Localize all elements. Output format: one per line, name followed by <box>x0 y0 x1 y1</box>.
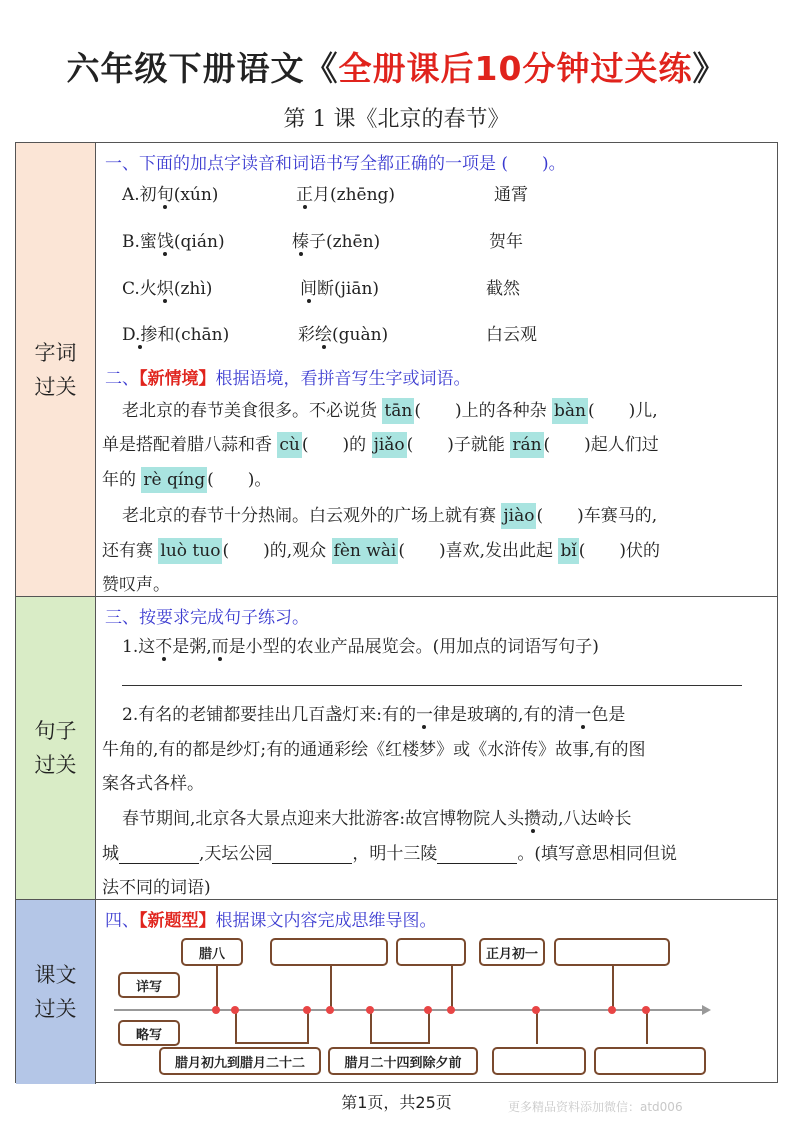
label-line1: 句子 <box>34 719 77 743</box>
option-d-word1: D.掺和(chān) <box>122 325 230 345</box>
timeline-dot <box>532 1006 540 1014</box>
sentence3-line3: 法不同的词语) <box>102 878 211 898</box>
sentence3-line1: 春节期间,北京各大景点迎来大批游客:故宫博物院人头攒动,八达岭长 <box>122 809 632 829</box>
option-a-word2: 正月(zhēng) <box>296 185 396 205</box>
sentence2-line1: 2.有名的老铺都要挂出几百盏灯来:有的一律是玻璃的,有的清一色是 <box>122 705 626 725</box>
box-laba: 腊八 <box>181 938 243 966</box>
label-line2: 过关 <box>34 753 77 777</box>
watermark: 更多精品资料添加微信：atd006 <box>508 1100 683 1114</box>
section-label-vocabulary <box>16 143 96 596</box>
fill-blank-2[interactable] <box>272 846 352 864</box>
option-b-word3: 贺年 <box>489 232 523 252</box>
answer-box-top-1[interactable] <box>270 938 388 966</box>
label-brief: 略写 <box>118 1020 180 1046</box>
timeline-dot <box>366 1006 374 1014</box>
question2-heading: 二、【新情境】根据语境，看拼音写生字或词语。 <box>105 369 471 389</box>
section-vocabulary <box>16 143 777 597</box>
connector <box>330 963 332 1010</box>
option-c-word2: 间断(jiān) <box>300 279 380 299</box>
connector <box>646 1010 648 1044</box>
section-text <box>16 900 777 1084</box>
option-b-word2: 榛子(zhēn) <box>292 232 381 252</box>
sentence2-line2: 牛角的,有的都是纱灯;有的通通彩绘《红楼梦》或《水浒传》故事,有的图 <box>102 740 646 760</box>
section-label-text <box>16 900 96 1084</box>
fill-blank-3[interactable] <box>437 846 517 864</box>
document-title <box>0 44 793 94</box>
connector <box>235 1010 237 1044</box>
timeline-dot <box>231 1006 239 1014</box>
timeline-dot <box>447 1006 455 1014</box>
title-highlight: 全册课后10分钟过关练 <box>338 49 693 88</box>
timeline-dot <box>424 1006 432 1014</box>
connector <box>451 963 453 1010</box>
timeline-dot <box>303 1006 311 1014</box>
pinyin-ran: rán <box>510 432 543 458</box>
sentence3-line2: 城 ,天坛公园 ，明十三陵 。(填写意思相同但说 <box>102 844 678 864</box>
connector <box>612 963 614 1010</box>
passage1-line2: 单是搭配着腊八蒜和香 cù ( )的 jiǎo ( )子就能 rán ( )起人们过 <box>102 430 659 455</box>
pinyin-fenwai: fèn wài <box>332 538 399 564</box>
passage2-line2: 还有赛 luò tuo ( )的,观众 fèn wài ( )喜欢,发出此起 bǐ ( )伏的 <box>102 536 660 561</box>
sentence2-line3: 案各式各样。 <box>102 774 204 794</box>
answer-box-top-2[interactable] <box>396 938 466 966</box>
option-c-word3: 截然 <box>486 279 520 299</box>
connector <box>370 1010 372 1044</box>
timeline-dot <box>212 1006 220 1014</box>
option-c-word1: C.火炽(zhì) <box>122 279 213 299</box>
pinyin-reqing: rè qíng <box>141 467 207 493</box>
pinyin-luotuo: luò tuo <box>158 538 222 564</box>
connector <box>307 1010 309 1044</box>
box-layue-24-eve: 腊月二十四到除夕前 <box>328 1047 478 1075</box>
pinyin-bi: bǐ <box>558 538 578 564</box>
title-suffix: 》 <box>692 49 727 88</box>
option-a-word1: A.初旬(xún) <box>122 185 219 205</box>
answer-box-bottom-2[interactable] <box>594 1047 706 1075</box>
label-line1: 课文 <box>34 963 77 987</box>
pinyin-ban: bàn <box>552 398 588 424</box>
question3-heading: 三、按要求完成句子练习。 <box>105 608 309 628</box>
section-content-text <box>96 900 777 1084</box>
section-content-vocabulary <box>96 143 777 596</box>
passage1-line3: 年的 rè qíng ( )。 <box>102 465 271 490</box>
timeline-dot <box>642 1006 650 1014</box>
pinyin-cu: cù <box>277 432 301 458</box>
timeline-dot <box>326 1006 334 1014</box>
worksheet-table <box>15 142 778 1083</box>
passage2-line3: 赞叹声。 <box>102 575 170 595</box>
option-d-word3: 白云观 <box>486 325 537 345</box>
question4-heading: 四、【新题型】根据课文内容完成思维导图。 <box>105 911 437 931</box>
option-b-word1: B.蜜饯(qián) <box>122 232 225 252</box>
section-sentences <box>16 597 777 900</box>
answer-line[interactable] <box>122 685 742 686</box>
lesson-title: 第 1 课《北京的春节》 <box>283 107 510 132</box>
new-context-tag: 【新情境】 <box>139 369 216 389</box>
option-d-word2: 彩绘(guàn) <box>298 325 389 345</box>
pinyin-jiao: jiǎo <box>372 432 407 458</box>
label-line2: 过关 <box>34 374 77 399</box>
label-line2: 过关 <box>34 997 77 1021</box>
passage2-line1: 老北京的春节十分热闹。白云观外的广场上就有赛 jiào ( )车赛马的, <box>122 501 657 526</box>
answer-box-top-3[interactable] <box>554 938 670 966</box>
option-a-word3: 通霄 <box>494 185 528 205</box>
connector <box>536 1010 538 1044</box>
question1-heading: 一、下面的加点字读音和词语书写全都正确的一项是 ( )。 <box>105 154 566 174</box>
connector <box>428 1010 430 1044</box>
box-zhengyue: 正月初一 <box>479 938 545 966</box>
answer-box-bottom-1[interactable] <box>492 1047 586 1075</box>
section-label-sentences <box>16 597 96 899</box>
section-content-sentences <box>96 597 777 899</box>
timeline-dot <box>608 1006 616 1014</box>
fill-blank-1[interactable] <box>119 846 199 864</box>
pinyin-jiao2: jiào <box>501 503 536 529</box>
new-type-tag: 【新题型】 <box>139 911 216 931</box>
box-layue-9-22: 腊月初九到腊月二十二 <box>159 1047 321 1075</box>
passage1-line1: 老北京的春节美食很多。不必说货 tān ( )上的各种杂 bàn ( )儿, <box>122 396 658 421</box>
label-detailed: 详写 <box>118 972 180 998</box>
label-line1: 字词 <box>34 340 77 365</box>
mind-map <box>114 935 724 1080</box>
connector <box>370 1042 430 1044</box>
sentence1: 1.这不是粥,而是小型的农业产品展览会。(用加点的词语写句子) <box>122 637 599 657</box>
page-number: 第1页，共25页 <box>341 1093 452 1112</box>
connector <box>235 1042 309 1044</box>
pinyin-tan: tān <box>382 398 414 424</box>
timeline-arrow-icon <box>702 1005 711 1015</box>
title-prefix: 六年级下册语文《 <box>66 49 339 88</box>
